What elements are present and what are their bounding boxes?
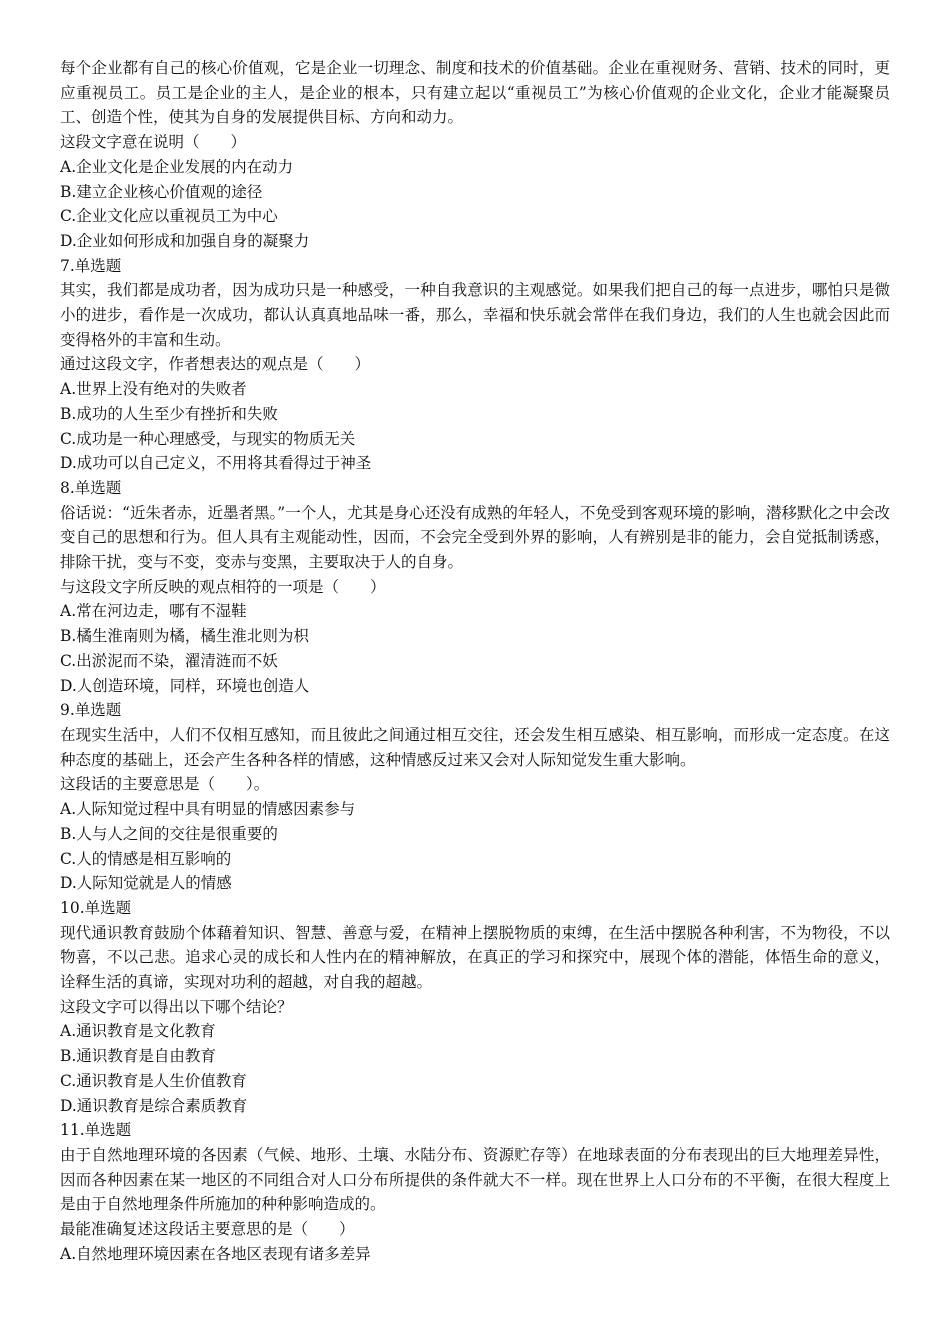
question-prompt: 这段文字可以得出以下哪个结论？ [60,997,293,1016]
question-intro [60,56,890,254]
option-b: B.人与人之间的交往是很重要的 [60,824,278,843]
option-b: B.建立企业核心价值观的途径 [60,182,263,201]
passage-text: 俗话说：“近朱者赤，近墨者黑。”一个人，尤其是身心还没有成熟的年轻人，不免受到客观环境的影响，潜移默化之中会改变自己的思想和行为。但人具有主观能动性，因而，不会完全受到外界的影响，人有辨别是非的能力，会自觉抵制诱惑，排除干扰，变与不变，变赤与变黑，主要取决于人的自身。 [60,503,890,572]
option-a: A.通识教育是文化教育 [60,1022,216,1041]
question-10 [60,896,890,1118]
question-header: 10.单选题 [60,898,132,917]
question-header: 7.单选题 [60,256,122,275]
passage-text: 每个企业都有自己的核心价值观，它是企业一切理念、制度和技术的价值基础。企业在重视财务、营销、技术的同时，更应重视员工。员工是企业的主人，是企业的根本，只有建立起以“重视员工”为核心价值观的企业文化，企业才能凝聚员工、创造个性，使其为自身的发展提供目标、方向和动力。 [60,59,890,127]
option-a: A.常在河边走，哪有不湿鞋 [60,602,247,621]
option-c: C.企业文化应以重视员工为中心 [60,207,278,226]
passage-text: 由于自然地理环境的各因素（气候、地形、土壤、水陆分布、资源贮存等）在地球表面的分布表现出的巨大地理差异性，因而各种因素在某一地区的不同组合对人口分布所提供的条件就大不一样。现在世界上人口分布的不平衡，在很大程度上是由于自然地理条件所施加的种种影响造成的。 [60,1145,890,1214]
passage-text: 在现实生活中，人们不仅相互感知，而且彼此之间通过相互交往，还会发生相互感染、相互影响，而形成一定态度。在这种态度的基础上，还会产生各种各样的情感，这种情感反过来又会对人际知觉发生重大影响。 [60,725,890,769]
question-8 [60,476,890,698]
option-b: B.通识教育是自由教育 [60,1047,216,1066]
option-c: C.成功是一种心理感受，与现实的物质无关 [60,429,356,448]
question-prompt: 这段文字意在说明（ ） [60,133,247,152]
option-c: C.人的情感是相互影响的 [60,849,232,868]
question-header: 11.单选题 [60,1121,132,1140]
passage-text: 其实，我们都是成功者，因为成功只是一种感受，一种自我意识的主观感觉。如果我们把自己的每一点进步，哪怕只是微小的进步，看作是一次成功，都认认真真地品味一番，那么，幸福和快乐就会常伴在我们身边，我们的人生也就会因此而变得格外的丰富和生动。 [60,281,890,349]
option-a: A.世界上没有绝对的失败者 [60,380,247,399]
question-header: 9.单选题 [60,701,122,720]
question-header: 8.单选题 [60,478,122,497]
question-9 [60,698,890,896]
option-c: C.出淤泥而不染，濯清涟而不妖 [60,651,278,670]
option-b: B.成功的人生至少有挫折和失败 [60,404,278,423]
option-a: A.企业文化是企业发展的内在动力 [60,157,294,176]
question-prompt: 与这段文字所反映的观点相符的一项是（ ） [60,577,386,596]
passage-text: 现代通识教育鼓励个体藉着知识、智慧、善意与爱，在精神上摆脱物质的束缚，在生活中摆脱各种利害，不为物役，不以物喜，不以己悲。追求心灵的成长和人性内在的精神解放，在真正的学习和探究中，展现个体的潜能，体悟生命的意义，诠释生活的真谛，实现对功利的超越，对自我的超越。 [60,923,890,992]
option-d: D.成功可以自己定义，不用将其看得过于神圣 [60,454,372,473]
option-c: C.通识教育是人生价值教育 [60,1071,247,1090]
question-prompt: 这段话的主要意思是（ ）。 [60,775,270,794]
option-a: A.自然地理环境因素在各地区表现有诸多差异 [60,1244,371,1263]
question-7 [60,254,890,476]
question-prompt: 最能准确复述这段话主要意思的是（ ） [60,1220,355,1239]
option-d: D.人际知觉就是人的情感 [60,874,232,893]
option-b: B.橘生淮南则为橘，橘生淮北则为枳 [60,627,309,646]
option-d: D.人创造环境，同样，环境也创造人 [60,676,310,695]
option-d: D.通识教育是综合素质教育 [60,1096,248,1115]
question-11 [60,1118,890,1266]
option-d: D.企业如何形成和加强自身的凝聚力 [60,231,310,250]
question-prompt: 通过这段文字，作者想表达的观点是（ ） [60,355,371,374]
option-a: A.人际知觉过程中具有明显的情感因素参与 [60,800,356,819]
